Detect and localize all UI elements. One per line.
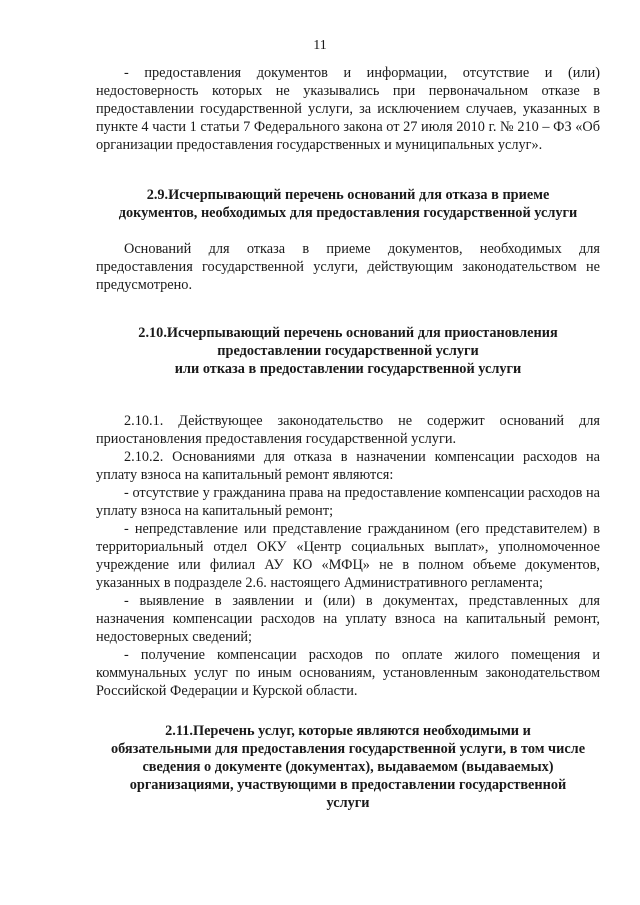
list-item: - выявление в заявлении и (или) в документах, представленных для назначения компенсации расходов на уплату взноса на капитальный ремонт, недостоверных сведений; (96, 593, 600, 645)
heading-line: предоставлении государственной услуги (217, 343, 479, 359)
page-number: 11 (313, 38, 327, 53)
heading-line: сведения о документе (документах), выдаваемом (выдаваемых) (142, 759, 554, 775)
heading-line: обязательными для предоставления государственной услуги, в том числе (110, 741, 586, 757)
heading-line: услуги (326, 795, 370, 811)
heading-line: 2.9.Исчерпывающий перечень оснований для отказа в приеме (146, 187, 550, 203)
heading-line: документов, необходимых для предоставления государственной услуги (118, 205, 578, 221)
heading-line: 2.10.Исчерпывающий перечень оснований для приостановления (138, 325, 558, 341)
list-item: - получение компенсации расходов по оплате жилого помещения и коммунальных услуг по иным основаниям, установленным законодательством Российской Федерации и Курской области. (96, 647, 600, 699)
heading-line: 2.11.Перечень услуг, которые являются необходимыми и (165, 723, 531, 739)
section-2-9-heading (96, 186, 600, 222)
paragraph: Оснований для отказа в приеме документов, необходимых для предоставления государственной услуги, действующим законодательством не предусмотрено. (96, 241, 600, 293)
heading-line: организациями, участвующими в предоставлении государственной (129, 777, 567, 793)
list-item: - непредставление или представление гражданином (его представителем) в территориальный отдел ОКУ «Центр социальных выплат», уполномоченное учреждение или филиал АУ КО «МФЦ» не в полном объеме документов, указанных в подразделе 2.6. настоящего Административного регламента; (96, 521, 600, 591)
section-2-10-body (96, 412, 600, 700)
heading-line: или отказа в предоставлении государственной услуги (174, 361, 522, 377)
intro-paragraph: - предоставления документов и информации, отсутствие и (или) недостоверность которых не указывались при первоначальном отказе в предоставлении государственной услуги, за исключением случаев, указанных в пункте 4 части 1 статьи 7 Федерального закона от 27 июля 2010 г. № 210 – ФЗ «Об организации предоставления государственных и муниципальных услуг». (96, 65, 600, 153)
section-2-10-heading (96, 324, 600, 378)
intro-paragraph-block (96, 64, 600, 154)
section-2-9-body (96, 240, 600, 294)
paragraph: 2.10.1. Действующее законодательство не содержит оснований для приостановления предоставления государственной услуги. (96, 413, 600, 447)
list-item: - отсутствие у гражданина права на предоставление компенсации расходов на уплату взноса на капитальный ремонт; (96, 485, 600, 519)
paragraph: 2.10.2. Основаниями для отказа в назначении компенсации расходов на уплату взноса на капитальный ремонт являются: (96, 449, 600, 483)
section-2-11-heading (96, 722, 600, 812)
